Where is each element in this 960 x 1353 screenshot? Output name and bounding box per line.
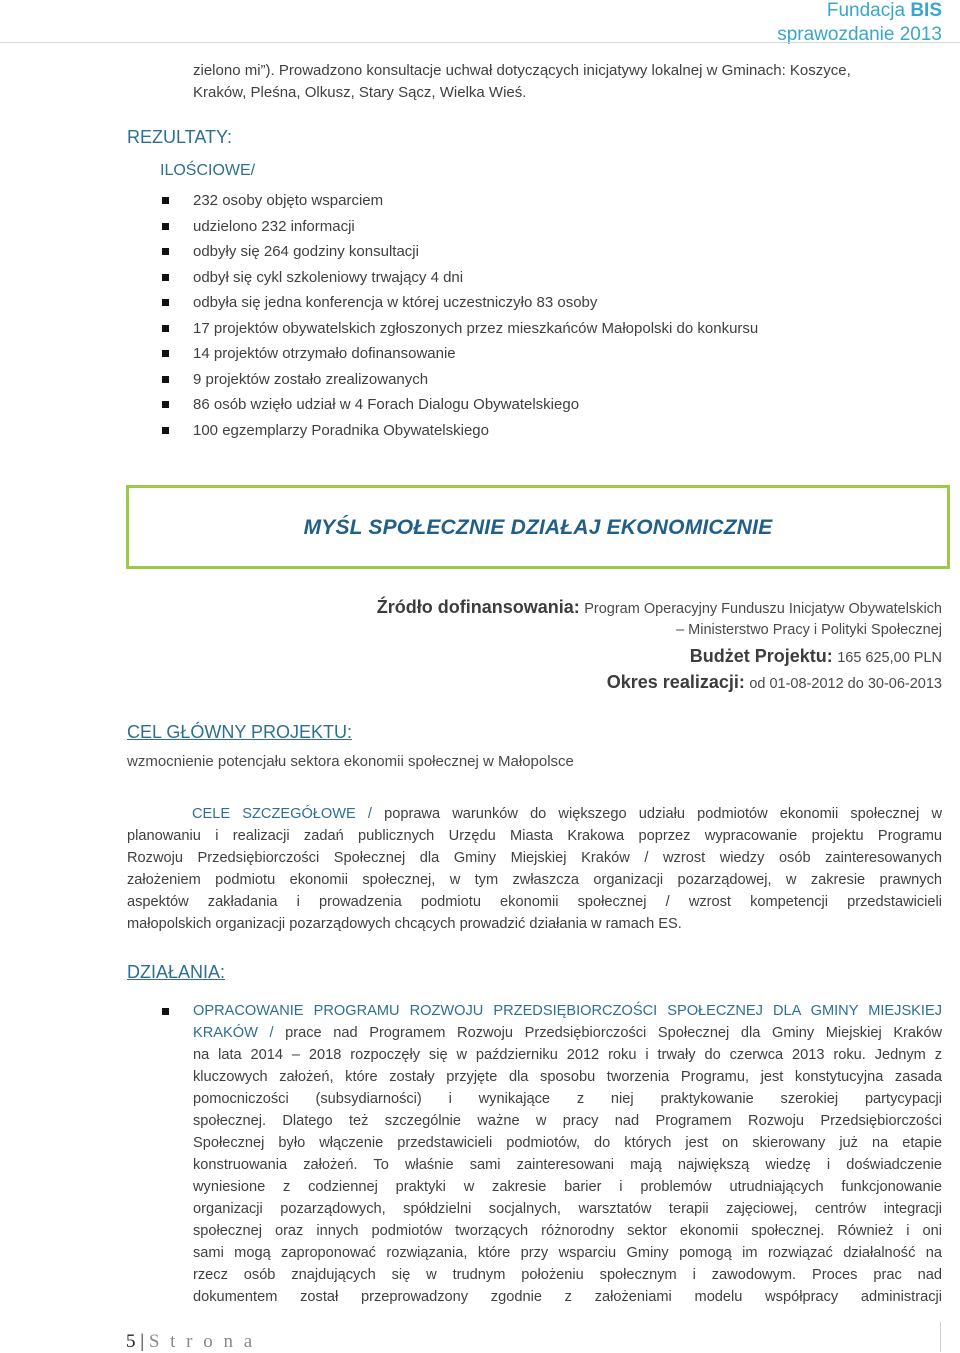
action-line: prace nad Programem Rozwoju Przedsiębiorczości Społecznej dla Gminy Miejskiej Kraków (285, 1025, 942, 1041)
specific-line: małopolskich organizacji pozarządowych chcących prowadzić działania w ramach ES. (127, 916, 682, 932)
results-list (160, 188, 940, 443)
action-line: konstruowania założeń. To właśnie sami zainteresowani mają największą wiedzę i doświadczenie (193, 1157, 942, 1173)
header-divider (0, 42, 960, 43)
funding-value: Program Operacyjny Funduszu Inicjatyw Obywatelskich (584, 601, 942, 617)
action-line: społecznej. Dlatego też szczególnie ważne w pracy nad Programem Rozwoju Przedsiębiorczości (193, 1113, 942, 1129)
action-line: dokumentem został przeprowadzony zgodnie z założeniami modelu współpracy administracji (193, 1289, 942, 1305)
intro-line-1: zielono mi”). Prowadzono konsultacje uchwał dotyczących inicjatywy lokalnej w Gminach: Koszyce, (193, 62, 851, 79)
square-bullet-icon (162, 1008, 169, 1015)
list-item: 100 egzemplarzy Poradnika Obywatelskiego (160, 418, 940, 444)
action-line: wyniesione z codziennej praktyki w zakresie barier i problemów utrudniających funkcjonowanie (193, 1179, 942, 1195)
header-org-prefix: Fundacja (826, 0, 906, 21)
action-line: na lata 2014 – 2018 rozpoczęły się w październiku 2012 roku i trwały do czerwca 2013 roku. Jednym z (193, 1047, 942, 1063)
main-goal-label: CEL GŁÓWNY PROJEKTU: (127, 722, 353, 742)
list-item: 9 projektów zostało zrealizowanych (160, 367, 940, 393)
list-item: 14 projektów otrzymało dofinansowanie (160, 341, 940, 367)
actions-bullet (160, 1008, 169, 1015)
header-organization (827, 0, 942, 22)
page-separator: | (140, 1331, 145, 1352)
funding-label: Źródło dofinansowania: (376, 597, 580, 617)
page-word: S t r o n a (148, 1331, 256, 1352)
action-line: pomocniczości (subsydiarności) i wynikające z niej praktykowanie szerokiej partycypacji (193, 1091, 942, 1107)
specific-line-first (127, 803, 942, 825)
specific-line: założeniem podmiotu ekonomii społecznej, w tym zwłaszcza organizacji pozarządowej, w zakresie prawnych (127, 872, 942, 888)
list-item: odbyła się jedna konferencja w której uczestniczyło 83 osoby (160, 290, 940, 316)
list-item: 86 osób wzięło udział w 4 Forach Dialogu Obywatelskiego (160, 392, 940, 418)
specific-line: planowaniu i realizacji zadań publicznych Urzędu Miasta Krakowa poprzez wypracowanie projektu Programu (127, 828, 942, 844)
project-title: MYŚL SPOŁECZNIE DZIAŁAJ EKONOMICZNIE (303, 516, 773, 539)
actions-label: DZIAŁANIA: (127, 962, 226, 982)
intro-line-2: Kraków, Pleśna, Olkusz, Stary Sącz, Wielka Wieś. (193, 84, 527, 101)
page-number: 5 (126, 1331, 136, 1352)
period-info (242, 672, 942, 693)
budget-info (242, 646, 942, 667)
header-org-bold: BIS (910, 0, 942, 21)
action-title-line-2: KRAKÓW / (193, 1025, 274, 1041)
list-item: 232 osoby objęto wsparciem (160, 188, 940, 214)
list-item: odbyły się 264 godziny konsultacji (160, 239, 940, 265)
results-heading: REZULTATY: (127, 127, 233, 147)
funding-info (242, 597, 942, 618)
project-banner (126, 485, 950, 569)
list-item: 17 projektów obywatelskich zgłoszonych przez mieszkańców Małopolski do konkursu (160, 316, 940, 342)
list-item: odbył się cykl szkoleniowy trwający 4 dni (160, 265, 940, 291)
header-report-title: sprawozdanie 2013 (777, 24, 942, 45)
funding-ministry: – Ministerstwo Pracy i Polityki Społecznej (676, 622, 942, 638)
period-label: Okres realizacji: (606, 672, 745, 692)
action-line: sami mogą zaproponować rozwiązania, które przy wsparciu Gminy pomogą im rozwiązać działalność na (193, 1245, 942, 1261)
action-line: kluczowych założeń, które zostały przyjęte dla sposobu tworzenia Programu, jest konstytucyjna zasada (193, 1069, 942, 1085)
specific-goals (127, 803, 942, 935)
action-line: Społecznej było włączenie przedstawicieli podmiotów, do których jest on skierowany już na etapie (193, 1135, 942, 1151)
page-footer (126, 1331, 255, 1353)
list-item: udzielono 232 informacji (160, 214, 940, 240)
budget-value: 165 625,00 PLN (837, 650, 942, 666)
action-line: społecznej oraz innych podmiotów tworzących różnorodny sektor ekonomii społecznej. Również i oni (193, 1223, 942, 1239)
results-subheading: ILOŚCIOWE/ (160, 162, 256, 179)
budget-label: Budżet Projektu: (689, 646, 833, 666)
specific-line: aspektów zakładania i prowadzenia podmiotu ekonomii społecznej / wzrost kompetencji przedstawicieli (127, 894, 942, 910)
period-value: od 01-08-2012 do 30-06-2013 (749, 676, 942, 692)
action-line-first (193, 1022, 942, 1044)
specific-goals-label: CELE SZCZEGÓŁOWE / (192, 806, 372, 822)
action-line: organizacji pozarządowych, spółdzielni socjalnych, warsztatów terapii zajęciowej, centrów integracji (193, 1201, 942, 1217)
action-title-line-1: OPRACOWANIE PROGRAMU ROZWOJU PRZEDSIĘBIORCZOŚCI SPOŁECZNEJ DLA GMINY MIEJSKIEJ (193, 1003, 942, 1019)
actions-body (193, 1000, 942, 1308)
specific-line: Rozwoju Przedsiębiorczości Społecznej dla Gminy Miejskiej Kraków / wzrost wiedzy osób zainteresowanych (127, 850, 942, 866)
specific-line: poprawa warunków do większego udziału podmiotów ekonomii społecznej w (384, 806, 942, 822)
main-goal-text: wzmocnienie potencjału sektora ekonomii społecznej w Małopolsce (127, 753, 574, 770)
action-line: rzecz osób znajdujących się w trudnym położeniu społecznym i zawodowym. Proces prac nad (193, 1267, 942, 1283)
footer-vertical-rule (940, 1322, 941, 1352)
